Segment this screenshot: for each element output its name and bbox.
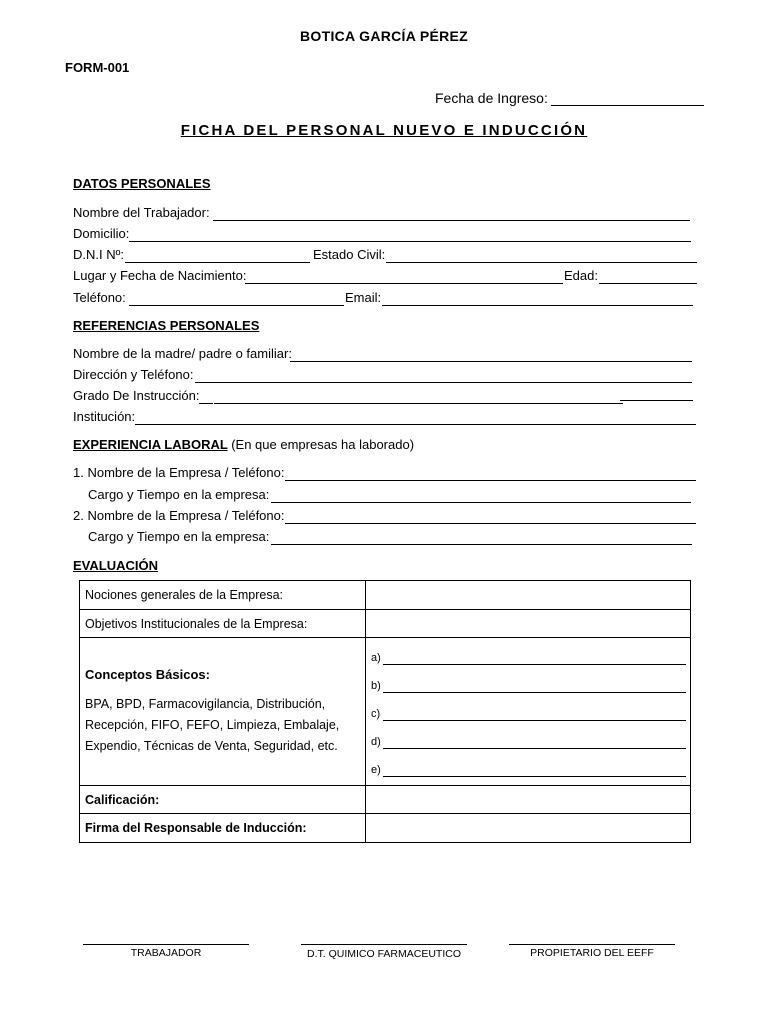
calificacion-field[interactable] (366, 786, 691, 814)
row-lugar-fecha (73, 268, 698, 286)
signature-line-dt[interactable] (301, 944, 467, 945)
domicilio-label: Domicilio: (73, 226, 130, 241)
direccion-field[interactable] (195, 382, 692, 383)
signature-label-dt: D.T. QUIMICO FARMACEUTICO (306, 948, 461, 960)
signature-line-trabajador[interactable] (83, 944, 249, 945)
row-empresa-1 (73, 465, 698, 483)
option-a[interactable]: a) (368, 642, 690, 670)
grado-field[interactable] (214, 403, 623, 404)
option-d[interactable]: d) (368, 726, 690, 754)
familiar-field-extra[interactable] (592, 361, 692, 362)
direccion-label: Dirección y Teléfono: (73, 367, 194, 382)
section-referencias: REFERENCIAS PERSONALES (73, 318, 260, 333)
edad-field[interactable] (599, 283, 697, 284)
row-cargo-2 (73, 529, 698, 547)
section-evaluacion: EVALUACIÓN (73, 558, 158, 573)
signature-label-propietario: PROPIETARIO DEL EEFF (530, 947, 654, 959)
row-institucion (73, 409, 698, 427)
row-telefono (73, 290, 698, 308)
fecha-ingreso-label: Fecha de Ingreso: (435, 90, 548, 106)
section-datos-personales: DATOS PERSONALES (73, 176, 211, 191)
telefono-label: Teléfono: (73, 290, 126, 305)
row-grado (73, 388, 698, 406)
empresa-1-label: 1. Nombre de la Empresa / Teléfono: (73, 465, 285, 480)
estado-civil-field[interactable] (386, 262, 697, 263)
row-domicilio (73, 226, 698, 244)
nombre-field[interactable] (213, 220, 690, 221)
dni-field[interactable] (125, 262, 310, 263)
lugar-fecha-field[interactable] (245, 283, 563, 284)
familiar-label: Nombre de la madre/ padre o familiar: (73, 346, 292, 361)
nociones-label: Nociones generales de la Empresa: (80, 581, 366, 610)
option-e[interactable]: e) (368, 754, 690, 782)
institucion-field[interactable] (135, 424, 696, 425)
cargo-1-field[interactable] (271, 502, 691, 503)
nociones-field[interactable] (366, 581, 691, 610)
grado-label: Grado De Instrucción: (73, 388, 200, 403)
fecha-ingreso-field[interactable] (551, 105, 704, 106)
signature-label-trabajador: TRABAJADOR (130, 947, 202, 959)
nombre-field-extra[interactable] (626, 220, 690, 221)
firma-responsable-label: Firma del Responsable de Inducción: (80, 814, 366, 843)
row-empresa-2 (73, 508, 698, 526)
objetivos-label: Objetivos Institucionales de la Empresa: (80, 610, 366, 638)
objetivos-field[interactable] (366, 610, 691, 638)
grado-field-extra[interactable] (620, 400, 693, 401)
section-experiencia: EXPERIENCIA LABORAL (En que empresas ha laborado) (73, 437, 415, 452)
firma-responsable-field[interactable] (366, 814, 691, 843)
cargo-2-field[interactable] (271, 544, 692, 545)
company-name: BOTICA GARCÍA PÉREZ (300, 28, 468, 44)
lugar-fecha-label: Lugar y Fecha de Nacimiento: (73, 268, 247, 283)
row-dni (73, 247, 698, 265)
domicilio-field[interactable] (129, 241, 691, 242)
conceptos-title: Conceptos Básicos: (85, 666, 210, 682)
email-label: Email: (345, 290, 382, 305)
cargo-2-label: Cargo y Tiempo en la empresa: (88, 529, 270, 544)
form-title: FICHA DEL PERSONAL NUEVO E INDUCCIÓN (180, 122, 588, 139)
empresa-2-label: 2. Nombre de la Empresa / Teléfono: (73, 508, 285, 523)
experiencia-note: (En que empresas ha laborado) (231, 437, 415, 452)
row-cargo-1 (73, 487, 698, 505)
conceptos-cell (80, 638, 366, 786)
estado-civil-label: Estado Civil: (313, 247, 386, 262)
telefono-field[interactable] (129, 305, 344, 306)
nombre-label: Nombre del Trabajador: (73, 205, 210, 220)
conceptos-desc: BPA, BPD, Farmacovigilancia, Distribución, Recepción, FIFO, FEFO, Limpieza, Embalaje, Expendio, Técnicas de Venta, Seguridad, etc. (85, 696, 340, 753)
email-field[interactable] (382, 305, 693, 306)
edad-label: Edad: (564, 268, 598, 283)
dni-label: D.N.I Nº: (73, 247, 124, 262)
evaluation-table (79, 580, 691, 843)
conceptos-answers (366, 638, 691, 786)
option-c[interactable]: c) (368, 698, 690, 726)
signature-line-propietario[interactable] (509, 944, 675, 945)
empresa-1-field[interactable] (285, 480, 696, 481)
cargo-1-label: Cargo y Tiempo en la empresa: (88, 487, 270, 502)
row-nombre (73, 205, 698, 223)
empresa-2-field[interactable] (285, 523, 696, 524)
calificacion-label: Calificación: (80, 786, 366, 814)
form-code: FORM-001 (65, 60, 130, 75)
row-direccion (73, 367, 698, 385)
option-b[interactable]: b) (368, 670, 690, 698)
institucion-label: Institución: (73, 409, 136, 424)
